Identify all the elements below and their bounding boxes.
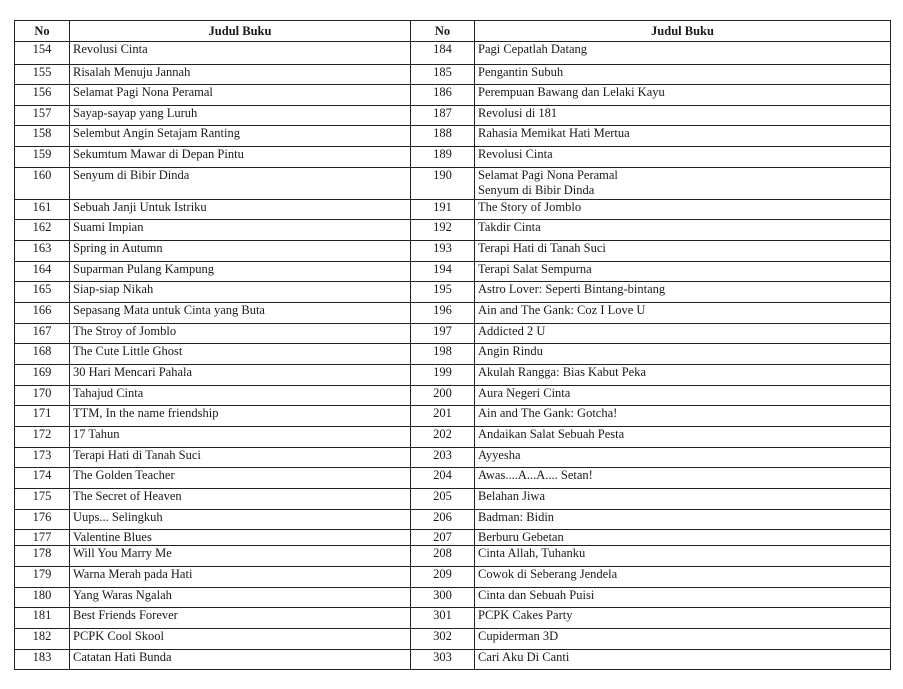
book-title-left-line: Siap-siap Nikah [73, 282, 154, 296]
book-title-left [70, 147, 411, 168]
table-row [15, 303, 891, 324]
book-number-right: 200 [411, 386, 475, 406]
book-title-left [70, 406, 411, 427]
table-row [15, 468, 891, 489]
book-title-right-line: Pagi Cepatlah Datang [478, 42, 587, 56]
table-row [15, 344, 891, 365]
book-title-right [475, 386, 891, 406]
table-row [15, 406, 891, 427]
book-title-right-line: Berburu Gebetan [478, 530, 564, 544]
book-title-left [70, 324, 411, 344]
book-title-left [70, 530, 411, 546]
book-number-right: 185 [411, 65, 475, 85]
book-title-left-line: Yang Waras Ngalah [73, 588, 172, 602]
book-title-right-line: PCPK Cakes Party [478, 608, 573, 622]
book-title-left-line: 30 Hari Mencari Pahala [73, 365, 193, 379]
book-number-right: 203 [411, 448, 475, 468]
book-title-left [70, 168, 411, 200]
book-number-left: 166 [15, 303, 70, 324]
book-number-left: 170 [15, 386, 70, 406]
book-number-right: 194 [411, 262, 475, 282]
book-title-left [70, 650, 411, 670]
book-number-left: 167 [15, 324, 70, 344]
book-number-left: 158 [15, 126, 70, 147]
book-number-left: 156 [15, 85, 70, 106]
book-title-right-line: Addicted 2 U [478, 324, 546, 338]
book-title-left-line: Terapi Hati di Tanah Suci [73, 448, 201, 462]
book-title-left-line: Suami Impian [73, 220, 144, 234]
book-title-left-line: Sebuah Janji Untuk Istriku [73, 200, 207, 214]
book-number-left: 171 [15, 406, 70, 427]
book-title-right-line: Cari Aku Di Canti [478, 650, 570, 664]
book-number-right: 192 [411, 220, 475, 241]
book-title-right [475, 567, 891, 588]
book-title-left-line: TTM, In the name friendship [73, 406, 219, 420]
table-row [15, 241, 891, 262]
book-number-left: 162 [15, 220, 70, 241]
book-title-left [70, 106, 411, 126]
book-number-right: 190 [411, 168, 475, 200]
book-title-right-line: Cinta dan Sebuah Puisi [478, 588, 595, 602]
book-title-left [70, 126, 411, 147]
book-title-right-line: Pengantin Subuh [478, 65, 564, 79]
book-number-left: 181 [15, 608, 70, 629]
book-title-right [475, 282, 891, 303]
book-title-left [70, 344, 411, 365]
book-title-right [475, 85, 891, 106]
book-title-right [475, 147, 891, 168]
book-title-right-line: Rahasia Memikat Hati Mertua [478, 126, 630, 140]
book-number-left: 176 [15, 510, 70, 530]
book-number-right: 204 [411, 468, 475, 489]
table-row [15, 324, 891, 344]
book-number-right: 196 [411, 303, 475, 324]
book-number-right: 184 [411, 42, 475, 65]
book-title-left [70, 489, 411, 510]
book-title-right-line: Takdir Cinta [478, 220, 541, 234]
book-number-left: 165 [15, 282, 70, 303]
book-title-left-line: Sekumtum Mawar di Depan Pintu [73, 147, 244, 161]
book-title-right-line: Astro Lover: Seperti Bintang-bintang [478, 282, 666, 296]
book-number-right: 202 [411, 427, 475, 448]
book-number-right: 209 [411, 567, 475, 588]
header-no-left: No [15, 21, 70, 42]
book-title-left [70, 365, 411, 386]
book-title-left [70, 220, 411, 241]
book-title-left-line: Tahajud Cinta [73, 386, 144, 400]
book-title-left-line: Sayap-sayap yang Luruh [73, 106, 198, 120]
book-title-left-line: Valentine Blues [73, 530, 152, 544]
book-number-left: 180 [15, 588, 70, 608]
book-number-left: 160 [15, 168, 70, 200]
book-title-left [70, 282, 411, 303]
table-row [15, 200, 891, 220]
book-title-left-line: Sepasang Mata untuk Cinta yang Buta [73, 303, 265, 317]
book-title-right-line: Terapi Hati di Tanah Suci [478, 241, 606, 255]
book-title-right [475, 406, 891, 427]
book-title-left-line: Catatan Hati Bunda [73, 650, 172, 664]
book-number-left: 169 [15, 365, 70, 386]
table-row [15, 85, 891, 106]
book-title-right [475, 106, 891, 126]
header-title-left: Judul Buku [70, 21, 411, 42]
book-title-left-line: Senyum di Bibir Dinda [73, 168, 190, 182]
book-title-left [70, 427, 411, 448]
book-title-right-line: Cowok di Seberang Jendela [478, 567, 618, 581]
book-number-right: 207 [411, 530, 475, 546]
book-title-right-line: Cupiderman 3D [478, 629, 559, 643]
book-title-right-line: Awas....A...A.... Setan! [478, 468, 593, 482]
book-title-right [475, 324, 891, 344]
book-title-left [70, 386, 411, 406]
book-title-right [475, 468, 891, 489]
book-number-left: 182 [15, 629, 70, 650]
book-title-left-line: Suparman Pulang Kampung [73, 262, 214, 276]
book-title-right [475, 303, 891, 324]
book-title-left-line: Best Friends Forever [73, 608, 178, 622]
book-title-right [475, 588, 891, 608]
book-title-right-line: Ain and The Gank: Gotcha! [478, 406, 618, 420]
book-number-right: 205 [411, 489, 475, 510]
book-number-right: 188 [411, 126, 475, 147]
book-number-right: 301 [411, 608, 475, 629]
book-title-right [475, 546, 891, 567]
book-number-left: 155 [15, 65, 70, 85]
table-row [15, 546, 891, 567]
book-title-left-line: The Stroy of Jomblo [73, 324, 177, 338]
table-row [15, 126, 891, 147]
book-number-left: 179 [15, 567, 70, 588]
book-number-right: 303 [411, 650, 475, 670]
book-title-right [475, 489, 891, 510]
book-title-left [70, 241, 411, 262]
book-title-right-line: Andaikan Salat Sebuah Pesta [478, 427, 625, 441]
table-row [15, 386, 891, 406]
table-row [15, 168, 891, 200]
book-title-left [70, 448, 411, 468]
book-title-right-line: Angin Rindu [478, 344, 543, 358]
book-number-left: 163 [15, 241, 70, 262]
table-row [15, 530, 891, 546]
book-number-right: 302 [411, 629, 475, 650]
book-number-right: 206 [411, 510, 475, 530]
book-number-left: 177 [15, 530, 70, 546]
book-number-right: 197 [411, 324, 475, 344]
book-title-right [475, 365, 891, 386]
book-title-right-line: Ain and The Gank: Coz I Love U [478, 303, 646, 317]
book-number-left: 175 [15, 489, 70, 510]
book-title-right-line: Revolusi Cinta [478, 147, 553, 161]
table-row [15, 427, 891, 448]
book-title-right [475, 448, 891, 468]
book-title-left-line: Will You Marry Me [73, 546, 172, 560]
book-number-right: 201 [411, 406, 475, 427]
book-title-right [475, 650, 891, 670]
book-title-left-line: Selamat Pagi Nona Peramal [73, 85, 213, 99]
book-title-left-line: PCPK Cool Skool [73, 629, 165, 643]
book-title-left [70, 65, 411, 85]
book-number-left: 159 [15, 147, 70, 168]
book-title-left [70, 629, 411, 650]
book-title-left [70, 510, 411, 530]
book-number-left: 173 [15, 448, 70, 468]
book-title-right [475, 200, 891, 220]
book-title-left-line: Warna Merah pada Hati [73, 567, 193, 581]
book-title-right [475, 241, 891, 262]
book-title-left [70, 303, 411, 324]
book-title-right [475, 262, 891, 282]
book-title-right-line: The Story of Jomblo [478, 200, 582, 214]
book-title-left-line: Revolusi Cinta [73, 42, 148, 56]
book-title-left-line: Selembut Angin Setajam Ranting [73, 126, 240, 140]
book-rows [15, 42, 891, 670]
book-title-right [475, 126, 891, 147]
book-title-left-line: The Golden Teacher [73, 468, 175, 482]
book-title-left [70, 567, 411, 588]
book-title-right-line: Selamat Pagi Nona Peramal [478, 168, 618, 182]
book-number-left: 172 [15, 427, 70, 448]
book-number-left: 154 [15, 42, 70, 65]
table-row [15, 489, 891, 510]
table-row [15, 282, 891, 303]
book-number-right: 186 [411, 85, 475, 106]
book-number-right: 191 [411, 200, 475, 220]
book-title-right-line: Senyum di Bibir Dinda [478, 183, 595, 197]
table-row [15, 65, 891, 85]
book-title-left [70, 262, 411, 282]
book-title-right-line: Cinta Allah, Tuhanku [478, 546, 586, 560]
book-title-left [70, 546, 411, 567]
table-row [15, 588, 891, 608]
book-number-left: 178 [15, 546, 70, 567]
book-number-left: 164 [15, 262, 70, 282]
table-row [15, 629, 891, 650]
table-row [15, 567, 891, 588]
book-title-right-line: Akulah Rangga: Bias Kabut Peka [478, 365, 647, 379]
book-title-left-line: 17 Tahun [73, 427, 120, 441]
book-number-right: 187 [411, 106, 475, 126]
book-number-right: 208 [411, 546, 475, 567]
table-row [15, 510, 891, 530]
book-title-right [475, 629, 891, 650]
header-row [15, 21, 891, 42]
book-title-right [475, 608, 891, 629]
book-title-left-line: The Cute Little Ghost [73, 344, 183, 358]
book-number-right: 189 [411, 147, 475, 168]
book-title-right [475, 510, 891, 530]
book-number-right: 195 [411, 282, 475, 303]
book-title-right [475, 530, 891, 546]
book-title-left-line: Uups... Selingkuh [73, 510, 163, 524]
book-title-left [70, 608, 411, 629]
book-number-left: 161 [15, 200, 70, 220]
book-number-right: 300 [411, 588, 475, 608]
book-title-right-line: Badman: Bidin [478, 510, 555, 524]
table-row [15, 42, 891, 65]
table-row [15, 220, 891, 241]
book-title-right [475, 168, 891, 200]
table-row [15, 608, 891, 629]
book-number-left: 183 [15, 650, 70, 670]
book-title-left [70, 85, 411, 106]
table-row [15, 365, 891, 386]
book-title-left-line: Spring in Autumn [73, 241, 163, 255]
book-title-left-line: Risalah Menuju Jannah [73, 65, 191, 79]
table-row [15, 147, 891, 168]
table-row [15, 262, 891, 282]
book-number-right: 193 [411, 241, 475, 262]
book-title-right-line: Perempuan Bawang dan Lelaki Kayu [478, 85, 665, 99]
book-number-left: 174 [15, 468, 70, 489]
book-title-right [475, 427, 891, 448]
book-title-right-line: Belahan Jiwa [478, 489, 545, 503]
book-title-right-line: Ayyesha [478, 448, 521, 462]
book-title-left-line: The Secret of Heaven [73, 489, 182, 503]
header-title-right: Judul Buku [475, 21, 891, 42]
book-title-right-line: Terapi Salat Sempurna [478, 262, 592, 276]
book-number-left: 157 [15, 106, 70, 126]
book-title-left [70, 588, 411, 608]
table-row [15, 106, 891, 126]
book-title-left [70, 468, 411, 489]
book-title-right [475, 65, 891, 85]
table-row [15, 448, 891, 468]
header-no-right: No [411, 21, 475, 42]
table-row [15, 650, 891, 670]
book-title-right-line: Revolusi di 181 [478, 106, 558, 120]
book-title-right [475, 220, 891, 241]
book-title-right-line: Aura Negeri Cinta [478, 386, 571, 400]
book-table [14, 20, 891, 670]
book-title-left [70, 42, 411, 65]
book-title-left [70, 200, 411, 220]
book-number-right: 198 [411, 344, 475, 365]
book-number-right: 199 [411, 365, 475, 386]
book-title-right [475, 344, 891, 365]
book-number-left: 168 [15, 344, 70, 365]
book-title-right [475, 42, 891, 65]
